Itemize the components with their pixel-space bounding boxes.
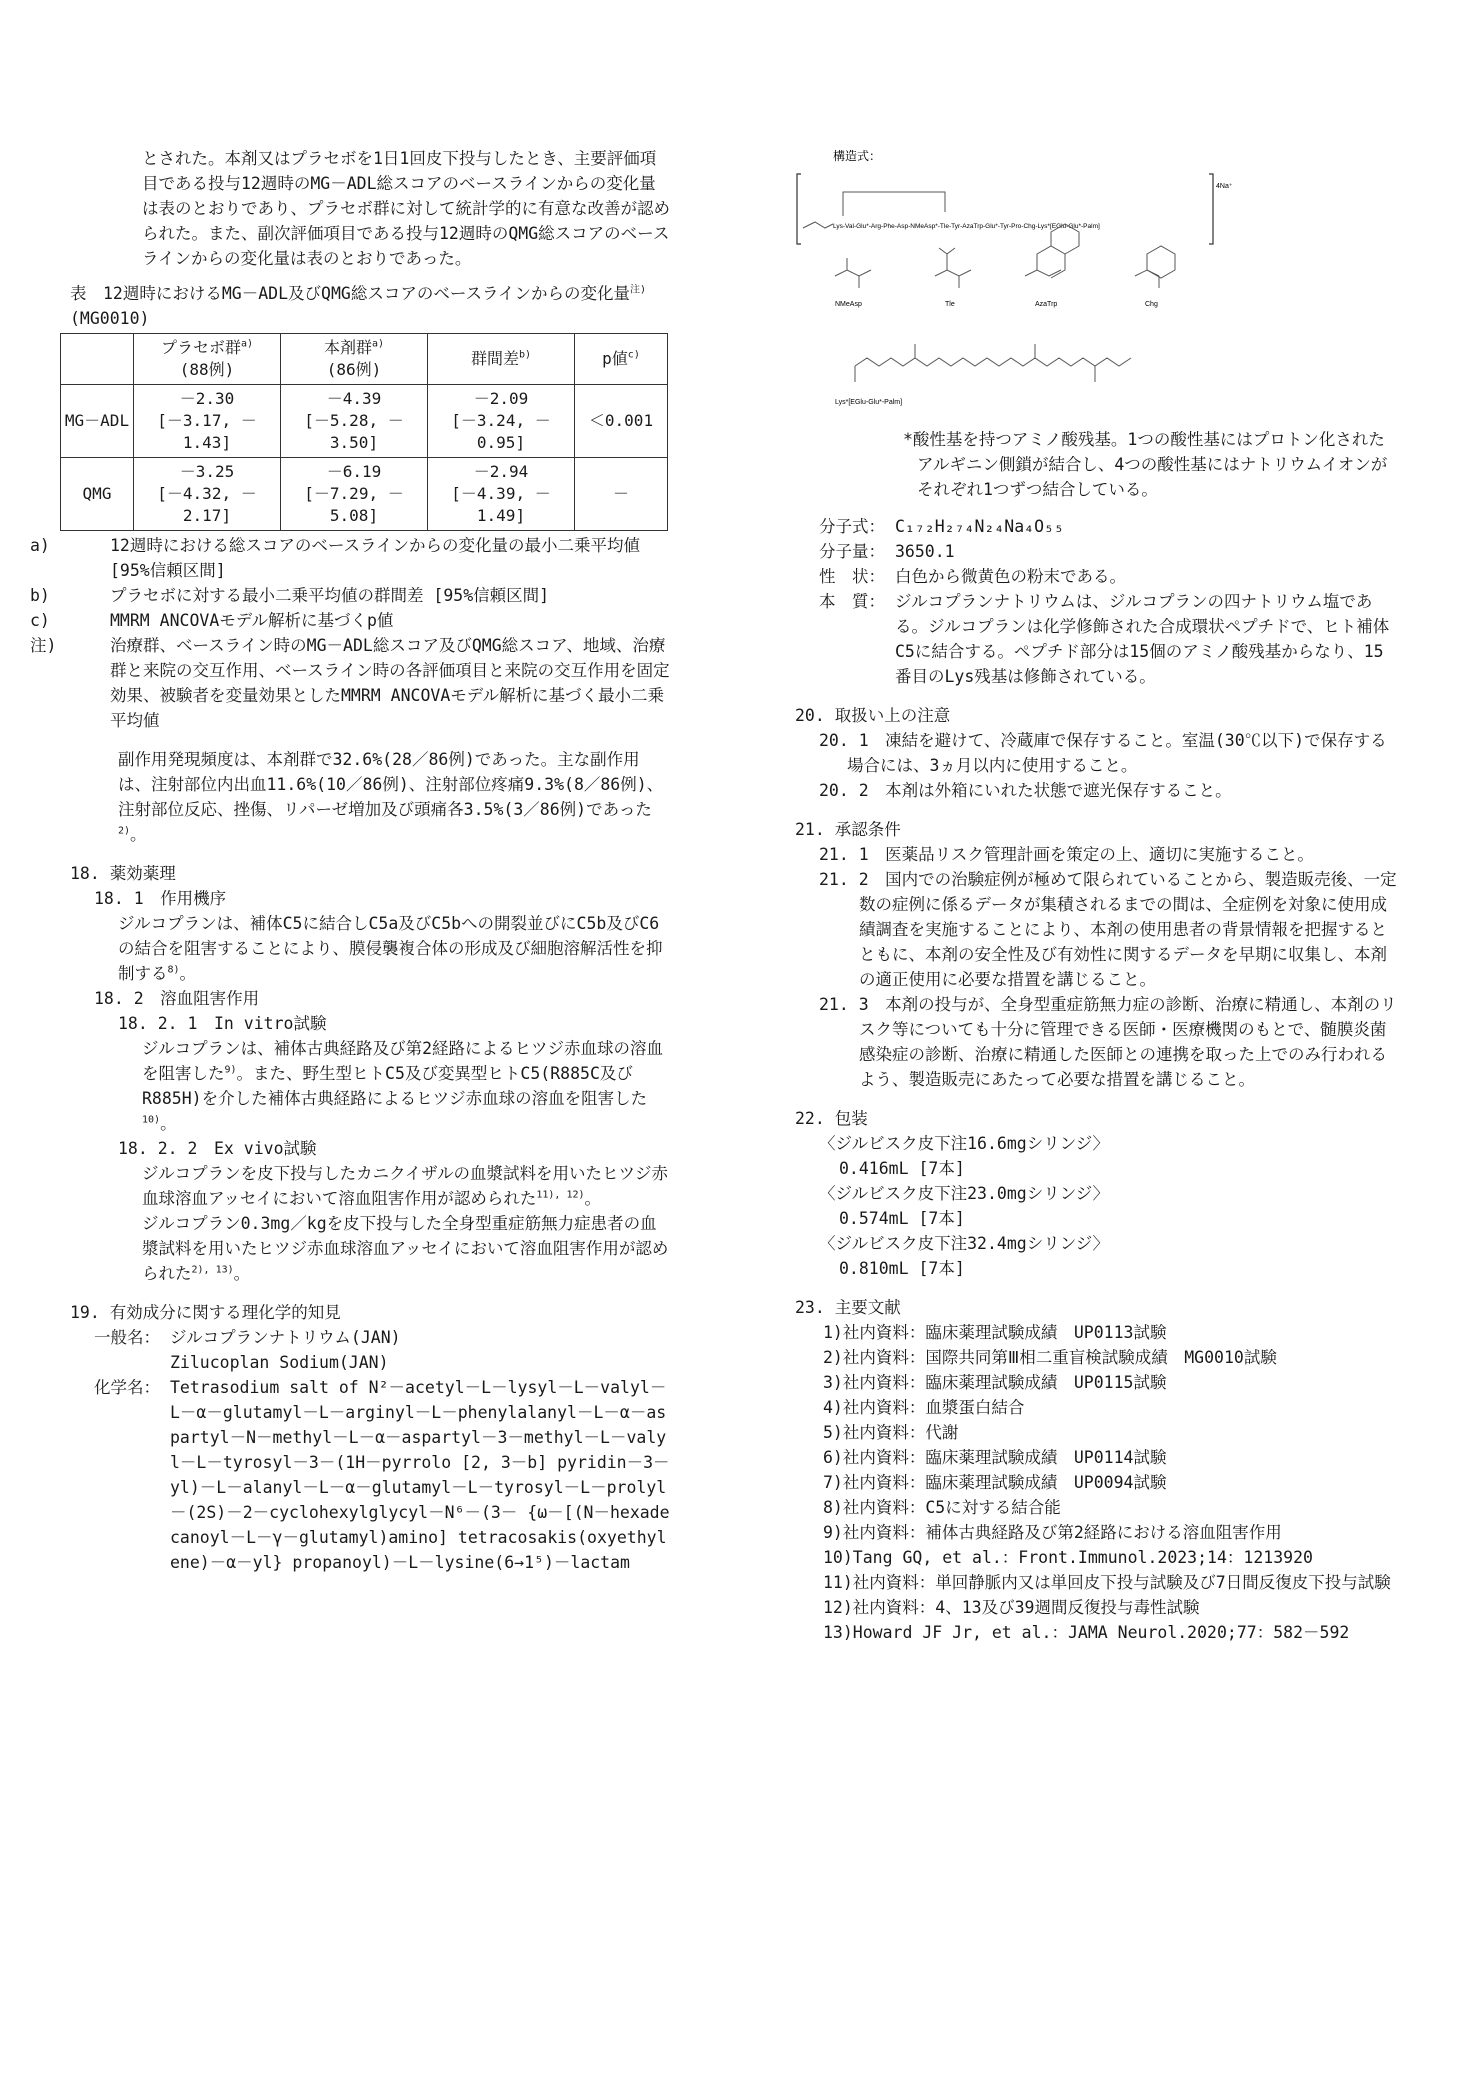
package-name: 〈ジルビスク皮下注23.0mgシリンジ〉: [819, 1184, 1109, 1203]
table-cell: －2.30 [－3.17, －1.43]: [134, 385, 281, 458]
appearance: 性 状： 白色から微黄色の粉末である。: [819, 567, 1126, 586]
section-18-2-title: 18. 2 溶血阻害作用: [94, 989, 260, 1008]
section-21-title: 21. 承認条件: [795, 820, 901, 839]
section-21-3: 21. 3 本剤の投与が、全身型重症筋無力症の診断、治療に精通し、本剤のリスク等についても十分に管理できる医師・医療機関のもとで、髄膜炎菌感染症の診断、治療に精通した医師との連携を取った上でのみ行われるよう、製造販売にあたって必要な措置を講じること。: [819, 995, 1397, 1089]
section-18-1-text: ジルコプランは、補体C5に結合しC5a及びC5bへの開裂並びにC5b及びC6の結合を阻害することにより、膜侵襲複合体の形成及び細胞溶解活性を抑制する$^{8)}$。: [118, 914, 663, 983]
reference-item: 12)社内資料：4、13及び39週間反復投与毒性試験: [823, 1598, 1200, 1617]
section-18-2-2-title: 18. 2. 2 Ex vivo試験: [118, 1139, 317, 1158]
package-qty: 0.810mL [7本]: [839, 1259, 965, 1278]
table-header-cell: 本剤群$^{a)}$ (86例): [281, 334, 428, 385]
table-header-cell: [61, 334, 134, 385]
reference-item: 2)社内資料：国際共同第Ⅲ相二重盲検試験成績 MG0010試験: [823, 1348, 1277, 1367]
section-18-2-2-text-a: ジルコプランを皮下投与したカニクイザルの血漿試料を用いたヒツジ赤血球溶血アッセイにおいて溶血阻害作用が認められた$^{11), 12)}$。: [142, 1164, 668, 1208]
chemical-name: 化学名： Tetrasodium salt of N²－acetyl－L－lysyl－L－valyl－L－α－glutamyl－L－arginyl－L－phenylalanyl－L－α－aspartyl－N－methyl－L－α－aspartyl－3－methyl－L－valyl－L－tyrosyl－3－(1H－pyrrolo [2, 3－b] pyridin－3－yl)－L－alanyl－L－α－glutamyl－L－tyrosyl－L－prolyl－(2S)－2－cyclohexylglycyl－N⁶－(3－ {ω－[(N－hexadecanoyl－L－γ－glutamyl)amino] tetracosakis(oxyethylene)－α－yl} propanoyl)－L－lysine(6→1⁵)－lactam: [94, 1378, 670, 1572]
unit-lys: Lys*[EGlu-Glu*-Palm]: [835, 399, 903, 406]
row-label: MG－ADL: [61, 385, 134, 458]
reference-item: 1)社内資料：臨床薬理試験成績 UP0113試験: [823, 1323, 1167, 1342]
unit-chg: Chg: [1145, 301, 1158, 308]
table-row: [61, 385, 668, 458]
reference-item: 6)社内資料：臨床薬理試験成績 UP0114試験: [823, 1448, 1167, 1467]
reference-item: 4)社内資料：血漿蛋白結合: [823, 1398, 1025, 1417]
section-23-title: 23. 主要文献: [795, 1298, 901, 1317]
package-qty: 0.416mL [7本]: [839, 1159, 965, 1178]
generic-name: 一般名： ジルコプランナトリウム(JAN): [94, 1328, 401, 1347]
table-note: a) 12週時における総スコアのベースラインからの変化量の最小二乗平均値 [95%信頼区間]: [30, 536, 641, 580]
section-18-1-title: 18. 1 作用機序: [94, 889, 227, 908]
structure-footnote: *酸性基を持つアミノ酸残基。1つの酸性基にはプロトン化されたアルギニン側鎖が結合し、4つの酸性基にはナトリウムイオンがそれぞれ1つずつ結合している。: [903, 430, 1388, 499]
reference-item: 10)Tang GQ, et al.：Front.Immunol.2023;14：1213920: [823, 1548, 1313, 1567]
adverse-reactions: 副作用発現頻度は、本剤群で32.6%(28／86例)であった。主な副作用は、注射部位内出血11.6%(10／86例)、注射部位疼痛9.3%(8／86例)、注射部位反応、挫傷、リパーゼ増加及び頭痛各3.5%(3／86例)であった$^{2)}$。: [118, 750, 664, 844]
reference-item: 7)社内資料：臨床薬理試験成績 UP0094試験: [823, 1473, 1167, 1492]
table-cell: －2.94 [－4.39, －1.49]: [428, 458, 575, 531]
results-table: [60, 333, 668, 531]
reference-item: 3)社内資料：臨床薬理試験成績 UP0115試験: [823, 1373, 1167, 1392]
table-caption: [70, 281, 670, 331]
unit-azatrp: AzaTrp: [1035, 301, 1058, 308]
package-name: 〈ジルビスク皮下注32.4mgシリンジ〉: [819, 1234, 1109, 1253]
table-cell: －6.19 [－7.29, －5.08]: [281, 458, 428, 531]
left-column: [30, 146, 670, 1575]
row-label: QMG: [61, 458, 134, 531]
table-note: b) プラセボに対する最小二乗平均値の群間差 [95%信頼区間]: [30, 586, 550, 605]
table-header-cell: プラセボ群$^{a)}$ (88例): [134, 334, 281, 385]
section-21-2: 21. 2 国内での治験症例が極めて限られていることから、製造販売後、一定数の症例に係るデータが集積されるまでの間は、全症例を対象に使用成績調査を実施することにより、本剤の使用患者の背景情報を把握するとともに、本剤の安全性及び有効性に関するデータを早期に収集し、本剤の適正使用に必要な措置を講じること。: [819, 870, 1397, 989]
section-18-2-1-text: ジルコプランは、補体古典経路及び第2経路によるヒツジ赤血球の溶血を阻害した$^{9)}$。また、野生型ヒトC5及び変異型ヒトC5(R885C及びR885H)を介した補体古典経路によるヒツジ赤血球の溶血を阻害した$^{10)}$。: [142, 1039, 664, 1133]
section-18-title: 18. 薬効薬理: [70, 864, 176, 883]
sodium-label: 4Na⁺: [1216, 183, 1233, 190]
peptide-sequence: Lys-Val-Glu*-Arg-Phe-Asp-NMeAsp*-Tle-Tyr-AzaTrp-Glu*-Tyr-Pro-Chg-Lys*[EGlu-Glu*-Palm]: [833, 223, 1100, 230]
table-header-cell: 群間差$^{b)}$: [428, 334, 575, 385]
table-cell: －2.09 [－3.24, －0.95]: [428, 385, 575, 458]
table-caption-tail: (MG0010): [70, 309, 150, 328]
p-value: ＜0.001: [575, 385, 668, 458]
reference-item: 8)社内資料：C5に対する結合能: [823, 1498, 1061, 1517]
table-caption-text: 12週時におけるMG－ADL及びQMG総スコアのベースラインからの変化量: [103, 284, 631, 303]
right-column: [795, 146, 1400, 1645]
table-caption-sup: 注): [630, 284, 647, 296]
p-value: －: [575, 458, 668, 531]
section-19-title: 19. 有効成分に関する理化学的知見: [70, 1303, 341, 1322]
molecular-weight: 分子量： 3650.1: [819, 542, 955, 561]
table-header-row: [61, 334, 668, 385]
reference-item: 5)社内資料：代謝: [823, 1423, 959, 1442]
molecular-formula: 分子式： C₁₇₂H₂₇₄N₂₄Na₄O₅₅: [819, 517, 1064, 536]
package-qty: 0.574mL [7本]: [839, 1209, 965, 1228]
section-21-1: 21. 1 医薬品リスク管理計画を策定の上、適切に実施すること。: [819, 845, 1314, 864]
table-cell: －4.39 [－5.28, －3.50]: [281, 385, 428, 458]
unit-tle: Tle: [945, 301, 955, 308]
generic-name-en: Zilucoplan Sodium(JAN): [170, 1353, 389, 1372]
structure-label: 構造式：: [833, 149, 882, 163]
table-row: [61, 458, 668, 531]
section-20-1: 20. 1 凍結を避けて、冷蔵庫で保存すること。室温(30℃以下)で保存する場合には、3ヵ月以内に使用すること。: [819, 731, 1387, 775]
section-22-title: 22. 包装: [795, 1109, 868, 1128]
section-18-2-1-title: 18. 2. 1 In vitro試験: [118, 1014, 327, 1033]
table-header-cell: p値$^{c)}$: [575, 334, 668, 385]
section-20-title: 20. 取扱い上の注意: [795, 706, 951, 725]
section-18-2-2-text-b: ジルコプラン0.3mg／kgを皮下投与した全身型重症筋無力症患者の血漿試料を用いたヒツジ赤血球溶血アッセイにおいて溶血阻害作用が認められた$^{2), 13)}$。: [142, 1214, 669, 1283]
table-note: c) MMRM ANCOVAモデル解析に基づくp値: [30, 611, 394, 630]
table-note: 注) 治療群、ベースライン時のMG－ADL総スコア及びQMG総スコア、地域、治療群と来院の交互作用、ベースライン時の各評価項目と来院の交互作用を固定効果、被験者を変量効果としたMMRM ANCOVAモデル解析に基づく最小二乗平均値: [30, 636, 670, 730]
table-cell: －3.25 [－4.32, －2.17]: [134, 458, 281, 531]
table-caption-label: 表: [70, 284, 87, 303]
section-20-2: 20. 2 本剤は外箱にいれた状態で遮光保存すること。: [819, 781, 1232, 800]
essence: 本 質： ジルコプランナトリウムは、ジルコプランの四ナトリウム塩である。ジルコプランは化学修飾された合成環状ペプチドで、ヒト補体C5に結合する。ペプチド部分は15個のアミノ酸残基からなり、15番目のLys残基は修飾されている。: [819, 592, 1390, 686]
structural-formula: [795, 146, 1233, 416]
reference-item: 9)社内資料：補体古典経路及び第2経路における溶血阻害作用: [823, 1523, 1282, 1542]
package-name: 〈ジルビスク皮下注16.6mgシリンジ〉: [819, 1134, 1109, 1153]
reference-item: 11)社内資料：単回静脈内又は単回皮下投与試験及び7日間反復皮下投与試験: [823, 1573, 1391, 1592]
unit-nmeasp: NMeAsp: [835, 301, 862, 308]
trial-intro: とされた。本剤又はプラセボを1日1回皮下投与したとき、主要評価項目である投与12週時のMG－ADL総スコアのベースラインからの変化量は表のとおりであり、プラセボ群に対して統計学的に有意な改善が認められた。また、副次評価項目である投与12週時のQMG総スコアのベースラインからの変化量は表のとおりであった。: [142, 149, 670, 268]
reference-item: 13)Howard JF Jr, et al.：JAMA Neurol.2020;77：582－592: [823, 1623, 1350, 1642]
